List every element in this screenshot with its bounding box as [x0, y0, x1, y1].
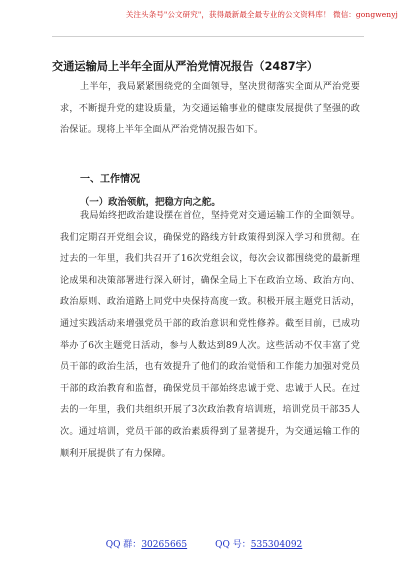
footer-contact: [0, 537, 408, 550]
qq-group-number[interactable]: 30265665: [141, 540, 188, 550]
document-title: 交通运输局上半年全面从严治党情况报告（2487字）: [52, 60, 319, 73]
qq-number[interactable]: 535304092: [250, 540, 303, 550]
body-paragraph: 我局始终把政治建设摆在首位，坚持党对交通运输工作的全面领导。我们定期召开党组会议，确保党的路线方针政策得到深入学习和贯彻。在过去的一年里，我们共召开了16次党组会议，每次会议都围绕党的最新理论成果和决策部署进行深入研讨，确保全局上下在政治立场、政治方向、政治原则、政治道路上同党中央保持高度一致。积极开展主题党日活动，通过实践活动来增强党员干部的政治意识和党性修养。截至目前，已成功举办了6次主题党日活动，参与人数达到89人次。这些活动不仅丰富了党员干部的政治生活，也有效提升了他们的政治觉悟和工作能力加强对党员干部的政治教育和监督，确保党员干部始终忠诚于党、忠诚于人民。在过去的一年里，我们共组织开展了3次政治教育培训班，培训党员干部35人次。通过培训，党员干部的政治素质得到了显著提升，为交通运输工作的顺利开展提供了有力保障。: [60, 211, 360, 459]
header-divider: [52, 36, 364, 37]
subsection-heading: （一）政治领航，把稳方向之舵。: [80, 197, 221, 208]
qq-group-label: QQ 群：: [105, 540, 142, 550]
qq-label: QQ 号：: [215, 540, 251, 550]
header-banner: 关注头条号"公文研究"，获得最新最全最专业的公文资料库！ 微信：gongwenyj: [125, 10, 398, 19]
section-heading: 一、工作情况: [80, 174, 140, 185]
intro-paragraph: 上半年，我局紧紧围绕党的全面领导，坚决贯彻落实全面从严治党要求，不断提升党的建设质量，为交通运输事业的健康发展提供了坚强的政治保证。现将上半年全面从严治党情况报告如下。: [60, 82, 360, 136]
